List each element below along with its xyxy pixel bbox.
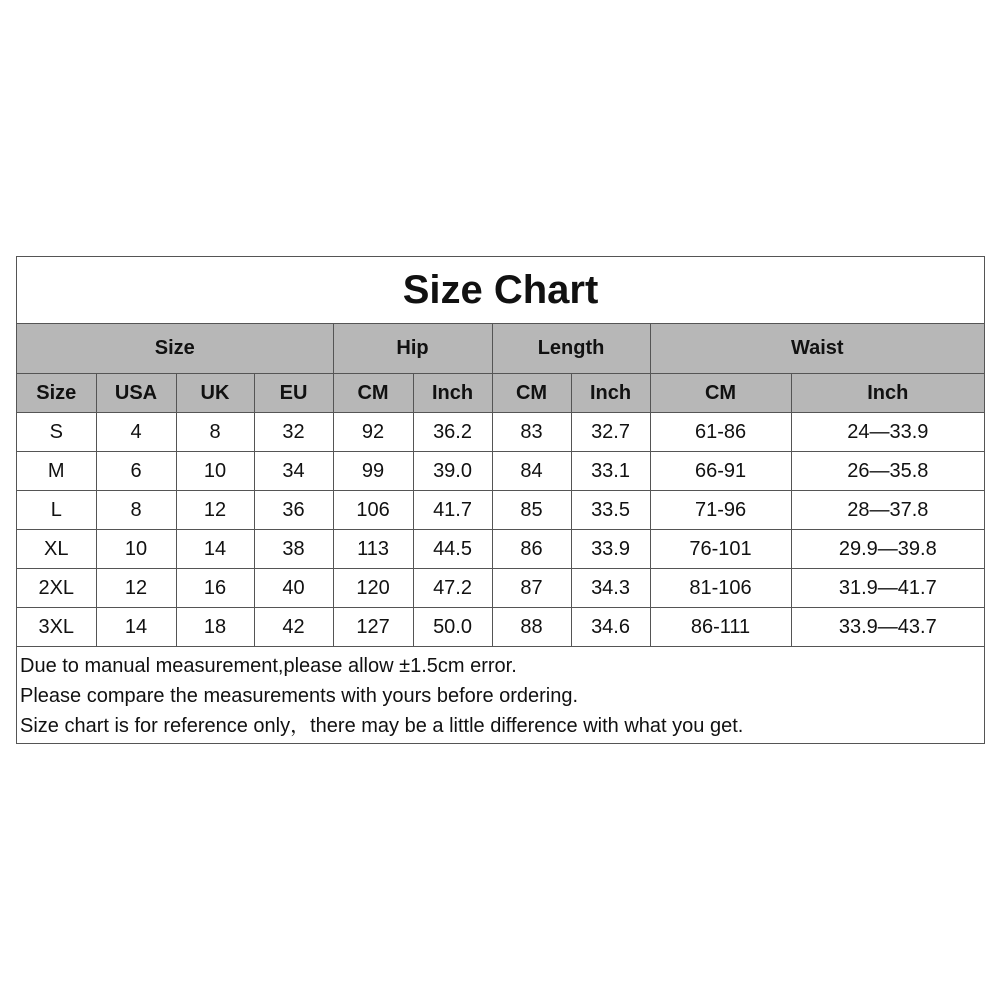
table-cell: 33.1 <box>571 452 650 491</box>
table-row <box>17 569 984 608</box>
table-cell: 34.6 <box>571 608 650 647</box>
table-cell: 33.9 <box>571 530 650 569</box>
group-hip: Hip <box>333 324 492 374</box>
column-header: CM <box>492 374 571 413</box>
table-row <box>17 608 984 647</box>
group-size: Size <box>17 324 333 374</box>
table-cell: 81-106 <box>650 569 791 608</box>
table-cell: 34 <box>254 452 333 491</box>
table-cell: 18 <box>176 608 254 647</box>
table-cell: 86 <box>492 530 571 569</box>
size-table <box>17 324 984 647</box>
table-cell: 120 <box>333 569 413 608</box>
column-header: Inch <box>413 374 492 413</box>
column-header: Inch <box>791 374 984 413</box>
table-cell: 8 <box>176 413 254 452</box>
table-cell: 61-86 <box>650 413 791 452</box>
table-cell: 66-91 <box>650 452 791 491</box>
table-cell: 92 <box>333 413 413 452</box>
table-cell: 16 <box>176 569 254 608</box>
table-cell: 86-111 <box>650 608 791 647</box>
table-cell: 38 <box>254 530 333 569</box>
table-cell: 32 <box>254 413 333 452</box>
table-cell: 24—33.9 <box>791 413 984 452</box>
table-cell: 84 <box>492 452 571 491</box>
table-cell: 88 <box>492 608 571 647</box>
notes <box>17 647 984 741</box>
chart-title: Size Chart <box>17 257 984 324</box>
table-cell: 36.2 <box>413 413 492 452</box>
table-cell: 50.0 <box>413 608 492 647</box>
table-cell: 99 <box>333 452 413 491</box>
table-cell: 4 <box>96 413 176 452</box>
table-row <box>17 491 984 530</box>
table-cell: M <box>17 452 96 491</box>
table-cell: 36 <box>254 491 333 530</box>
table-cell: 10 <box>176 452 254 491</box>
table-cell: 106 <box>333 491 413 530</box>
table-cell: 41.7 <box>413 491 492 530</box>
table-cell: 47.2 <box>413 569 492 608</box>
table-cell: 85 <box>492 491 571 530</box>
table-cell: 127 <box>333 608 413 647</box>
table-row <box>17 452 984 491</box>
table-cell: 42 <box>254 608 333 647</box>
table-cell: 8 <box>96 491 176 530</box>
table-cell: 12 <box>176 491 254 530</box>
table-cell: 12 <box>96 569 176 608</box>
table-cell: 10 <box>96 530 176 569</box>
column-header-row <box>17 374 984 413</box>
table-cell: 34.3 <box>571 569 650 608</box>
column-header: Inch <box>571 374 650 413</box>
note-line: Please compare the measurements with yours before ordering. <box>20 685 579 707</box>
note-line: Size chart is for reference only，there may be a little difference with what you get. <box>20 715 744 737</box>
table-row <box>17 530 984 569</box>
table-cell: 40 <box>254 569 333 608</box>
column-header: UK <box>176 374 254 413</box>
table-cell: 39.0 <box>413 452 492 491</box>
table-cell: 113 <box>333 530 413 569</box>
table-body <box>17 413 984 647</box>
table-cell: 2XL <box>17 569 96 608</box>
table-cell: 76-101 <box>650 530 791 569</box>
column-header: CM <box>650 374 791 413</box>
table-cell: 14 <box>176 530 254 569</box>
table-cell: 44.5 <box>413 530 492 569</box>
table-cell: 87 <box>492 569 571 608</box>
table-cell: 3XL <box>17 608 96 647</box>
table-cell: 83 <box>492 413 571 452</box>
note-line: Due to manual measurement,please allow ±1.5cm error. <box>20 655 517 677</box>
group-header-row <box>17 324 984 374</box>
table-cell: S <box>17 413 96 452</box>
table-cell: 14 <box>96 608 176 647</box>
group-length: Length <box>492 324 650 374</box>
table-cell: 26—35.8 <box>791 452 984 491</box>
table-cell: 33.5 <box>571 491 650 530</box>
table-cell: 33.9—43.7 <box>791 608 984 647</box>
group-waist: Waist <box>650 324 984 374</box>
table-cell: 71-96 <box>650 491 791 530</box>
column-header: USA <box>96 374 176 413</box>
column-header: EU <box>254 374 333 413</box>
table-cell: L <box>17 491 96 530</box>
table-cell: 6 <box>96 452 176 491</box>
size-chart <box>16 256 985 744</box>
table-cell: XL <box>17 530 96 569</box>
table-row <box>17 413 984 452</box>
column-header: Size <box>17 374 96 413</box>
table-cell: 31.9—41.7 <box>791 569 984 608</box>
table-cell: 29.9—39.8 <box>791 530 984 569</box>
column-header: CM <box>333 374 413 413</box>
table-cell: 28—37.8 <box>791 491 984 530</box>
table-cell: 32.7 <box>571 413 650 452</box>
